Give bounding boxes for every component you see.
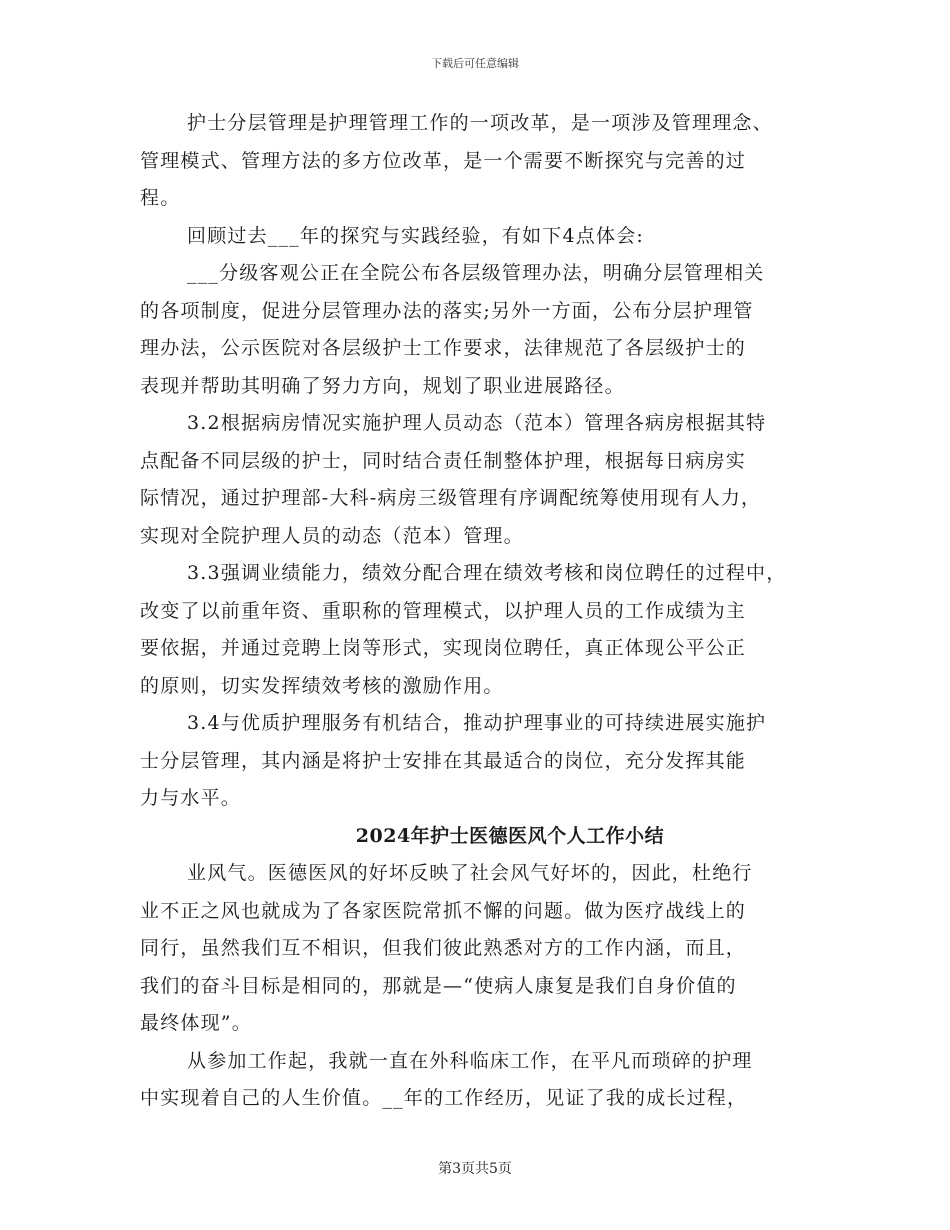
text-line: ___分级客观公正在全院公布各层级管理办法，明确分层管理相关 [187,262,765,284]
text-line: 回顾过去___年的探究与实践经验，有如下4点体会: [187,224,644,247]
section-title: 2024年护士医德医风个人工作小结 [355,824,665,847]
text-line: 业风气。医德医风的好坏反映了社会风气好坏的，因此，杜绝行 [187,862,753,884]
text-line: 点配备不同层级的护士，同时结合责任制整体护理，根据每日病房实 [140,449,747,472]
text-line: 实现对全院护理人员的动态（范本）管理。 [140,524,524,547]
text-line: 表现并帮助其明确了努力方向，规划了职业进展路径。 [140,374,625,397]
paragraph [140,218,820,256]
text-line: 理办法，公示医院对各层级护士工作要求，法律规范了各层级护士的 [140,337,747,359]
document-body [140,105,820,1118]
text-line: 3.4与优质护理服务有机结合，推动护理事业的可持续进展实施护 [187,712,767,734]
text-line: 中实现着自己的人生价值。__年的工作经历，见证了我的成长过程， [140,1087,748,1109]
paragraph [140,555,820,705]
text-line: 3.3强调业绩能力，绩效分配合理在绩效考核和岗位聘任的过程中， [187,562,787,584]
text-line: 际情况，通过护理部-大科-病房三级管理有序调配统筹使用现有人力， [140,487,762,509]
paragraph [140,255,820,405]
paragraph [140,1043,820,1118]
text-line: 管理模式、管理方法的多方位改革，是一个需要不断探究与完善的过 [140,149,747,172]
text-line: 要依据，并通过竞聘上岗等形式，实现岗位聘任，真正体现公平公正 [140,637,747,659]
header-note: 下载后可任意编辑 [431,57,519,70]
text-line: 同行，虽然我们互不相识，但我们彼此熟悉对方的工作内涵，而且， [140,937,747,959]
text-line: 我们的奋斗目标是相同的，那就是—“使病人康复是我们自身价值的 [140,974,737,997]
paragraph [140,855,820,1043]
text-line: 最终体现”。 [140,1012,252,1034]
text-line: 改变了以前重年资、重职称的管理模式，以护理人员的工作成绩为主 [140,599,747,622]
page-footer: 第3页共5页 [438,1161,512,1177]
paragraph [140,105,820,218]
text-line: 业不正之风也就成为了各家医院常抓不懈的问题。做为医疗战线上的 [140,899,747,922]
text-line: 护士分层管理是护理管理工作的一项改革，是一项涉及管理理念、 [187,112,773,134]
text-line: 士分层管理，其内涵是将护士安排在其最适合的岗位，充分发挥其能 [140,749,747,772]
text-line: 的各项制度，促进分层管理办法的落实;另外一方面，公布分层护理管 [140,299,754,322]
paragraph [140,705,820,818]
text-line: 的原则，切实发挥绩效考核的激励作用。 [140,674,504,697]
paragraph [140,405,820,555]
text-line: 力与水平。 [140,787,242,809]
text-line: 从参加工作起，我就一直在外科临床工作，在平凡而琐碎的护理 [187,1049,753,1072]
text-line: 程。 [140,187,181,209]
text-line: 3.2根据病房情况实施护理人员动态（范本）管理各病房根据其特 [187,412,767,434]
